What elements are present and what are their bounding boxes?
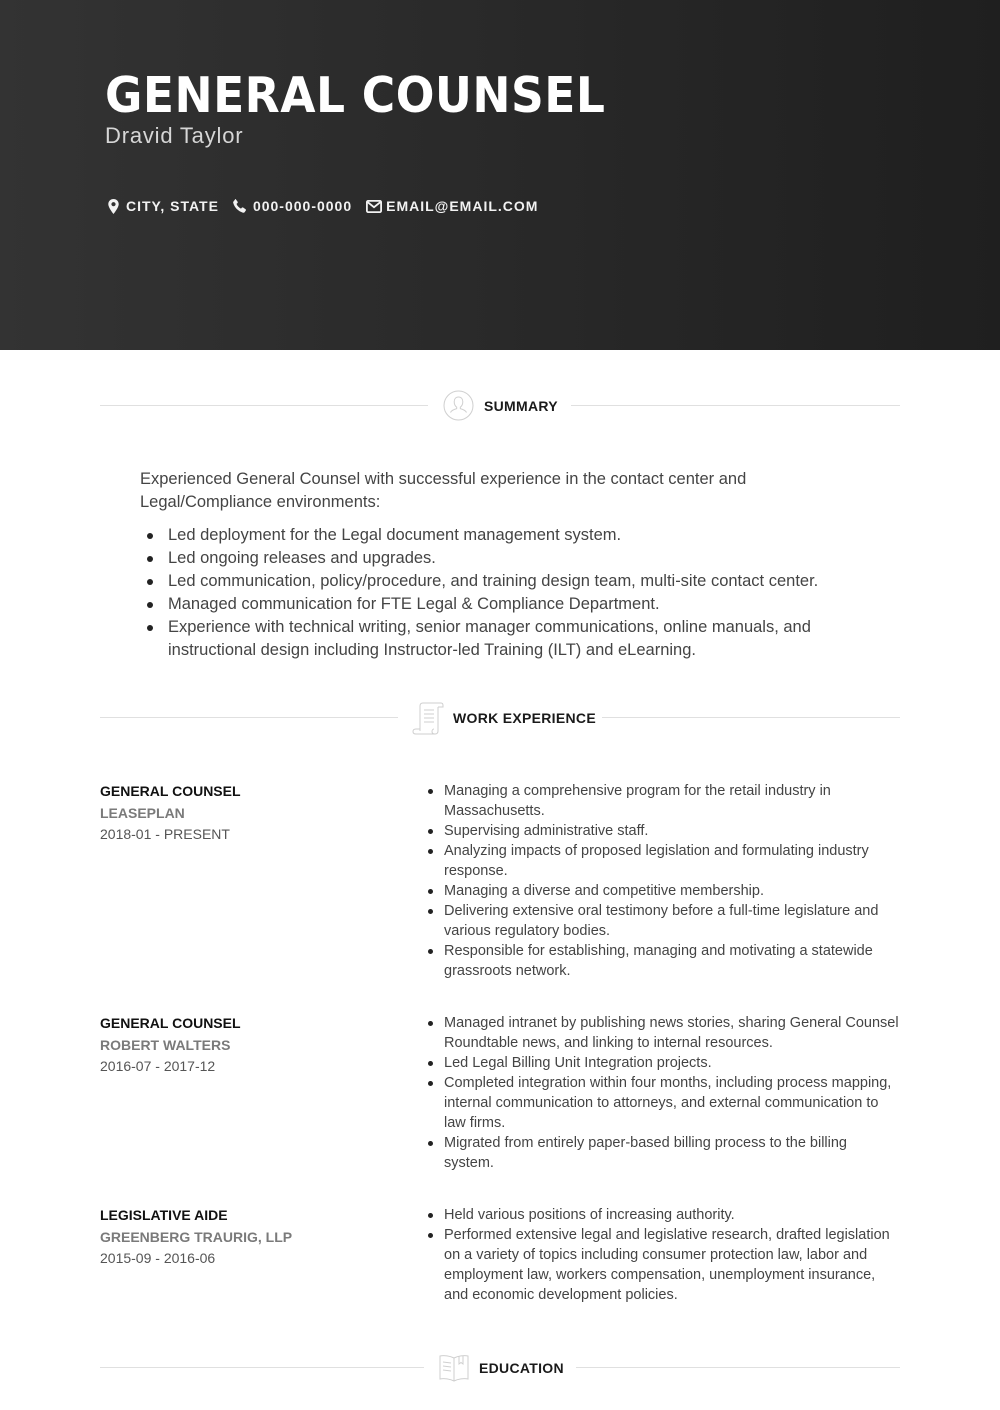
job-dates: 2015-09 - 2016-06 bbox=[100, 1250, 216, 1266]
summary-bullet: Managed communication for FTE Legal & Compliance Department. bbox=[168, 593, 888, 616]
job-bullet: Managing a comprehensive program for the retail industry in Massachusetts. bbox=[444, 781, 899, 821]
summary-bullets bbox=[168, 524, 888, 662]
job-bullet: Held various positions of increasing authority. bbox=[444, 1205, 899, 1225]
divider-left bbox=[100, 1367, 424, 1368]
job-company: ROBERT WALTERS bbox=[100, 1037, 231, 1053]
map-pin-icon bbox=[108, 199, 119, 214]
contact-location bbox=[108, 198, 219, 214]
contact-email bbox=[366, 198, 538, 214]
open-book-icon bbox=[438, 1353, 470, 1383]
summary-bullet: Led communication, policy/procedure, and training design team, multi-site contact center. bbox=[168, 570, 888, 593]
job-dates: 2018-01 - PRESENT bbox=[100, 826, 230, 842]
job-role: GENERAL COUNSEL bbox=[100, 1015, 241, 1031]
job-bullet: Supervising administrative staff. bbox=[444, 821, 899, 841]
divider-left bbox=[100, 717, 398, 718]
user-icon bbox=[443, 390, 474, 421]
divider-right bbox=[602, 717, 900, 718]
job-role: GENERAL COUNSEL bbox=[100, 783, 241, 799]
job-company: GREENBERG TRAURIG, LLP bbox=[100, 1229, 293, 1245]
email-text: EMAIL@EMAIL.COM bbox=[386, 198, 539, 214]
education-section-heading bbox=[100, 1348, 900, 1388]
job-bullet: Completed integration within four months, including process mapping, internal communication to attorneys, and external communication to law firms. bbox=[444, 1073, 899, 1133]
summary-bullet: Led deployment for the Legal document management system. bbox=[168, 524, 888, 547]
contact-info bbox=[108, 196, 552, 216]
phone-icon bbox=[233, 199, 246, 213]
job-bullets bbox=[444, 1013, 899, 1173]
scroll-icon bbox=[412, 701, 444, 735]
job-bullet: Migrated from entirely paper-based billing process to the billing system. bbox=[444, 1133, 899, 1173]
work-experience-label: WORK EXPERIENCE bbox=[453, 710, 596, 726]
job-bullet: Managed intranet by publishing news stories, sharing General Counsel Roundtable news, and linking to internal resources. bbox=[444, 1015, 899, 1051]
job-title-heading: GENERAL COUNSEL bbox=[105, 67, 606, 124]
work-experience-section-heading bbox=[100, 698, 900, 738]
summary-intro: Experienced General Counsel with successful experience in the contact center and Legal/Compliance environments: bbox=[140, 470, 747, 511]
location-text: CITY, STATE bbox=[126, 198, 219, 214]
job-bullet: Led Legal Billing Unit Integration projects. bbox=[444, 1053, 899, 1073]
summary-label: SUMMARY bbox=[484, 398, 558, 414]
job-bullets bbox=[444, 781, 899, 981]
divider-right bbox=[571, 405, 900, 406]
job-role: LEGISLATIVE AIDE bbox=[100, 1207, 228, 1223]
education-label: EDUCATION bbox=[479, 1360, 564, 1376]
candidate-name: Dravid Taylor bbox=[105, 123, 244, 148]
job-bullet: Managing a diverse and competitive membership. bbox=[444, 881, 899, 901]
envelope-icon bbox=[366, 200, 382, 213]
contact-phone bbox=[233, 198, 352, 214]
summary-bullet: Experience with technical writing, senior manager communications, online manuals, and instructional design including Instructor-led Training (ILT) and eLearning. bbox=[168, 616, 888, 662]
job-bullet: Performed extensive legal and legislative research, drafted legislation on a variety of topics including consumer protection law, labor and employment law, workers compensation, unemployment insurance, and economic development policies. bbox=[444, 1225, 899, 1305]
divider-right bbox=[576, 1367, 900, 1368]
summary-bullet: Led ongoing releases and upgrades. bbox=[168, 547, 888, 570]
job-bullet: Analyzing impacts of proposed legislation and formulating industry response. bbox=[444, 841, 899, 881]
resume-header bbox=[0, 0, 1000, 350]
summary-section-heading bbox=[100, 386, 900, 426]
job-bullet: Delivering extensive oral testimony before a full-time legislature and various regulatory bodies. bbox=[444, 901, 899, 941]
divider-left bbox=[100, 405, 428, 406]
phone-text: 000-000-0000 bbox=[252, 198, 353, 214]
job-bullet: Responsible for establishing, managing and motivating a statewide grassroots network. bbox=[444, 941, 899, 981]
job-bullets bbox=[444, 1205, 899, 1305]
job-dates: 2016-07 - 2017-12 bbox=[100, 1058, 216, 1074]
job-company: LEASEPLAN bbox=[100, 805, 185, 821]
